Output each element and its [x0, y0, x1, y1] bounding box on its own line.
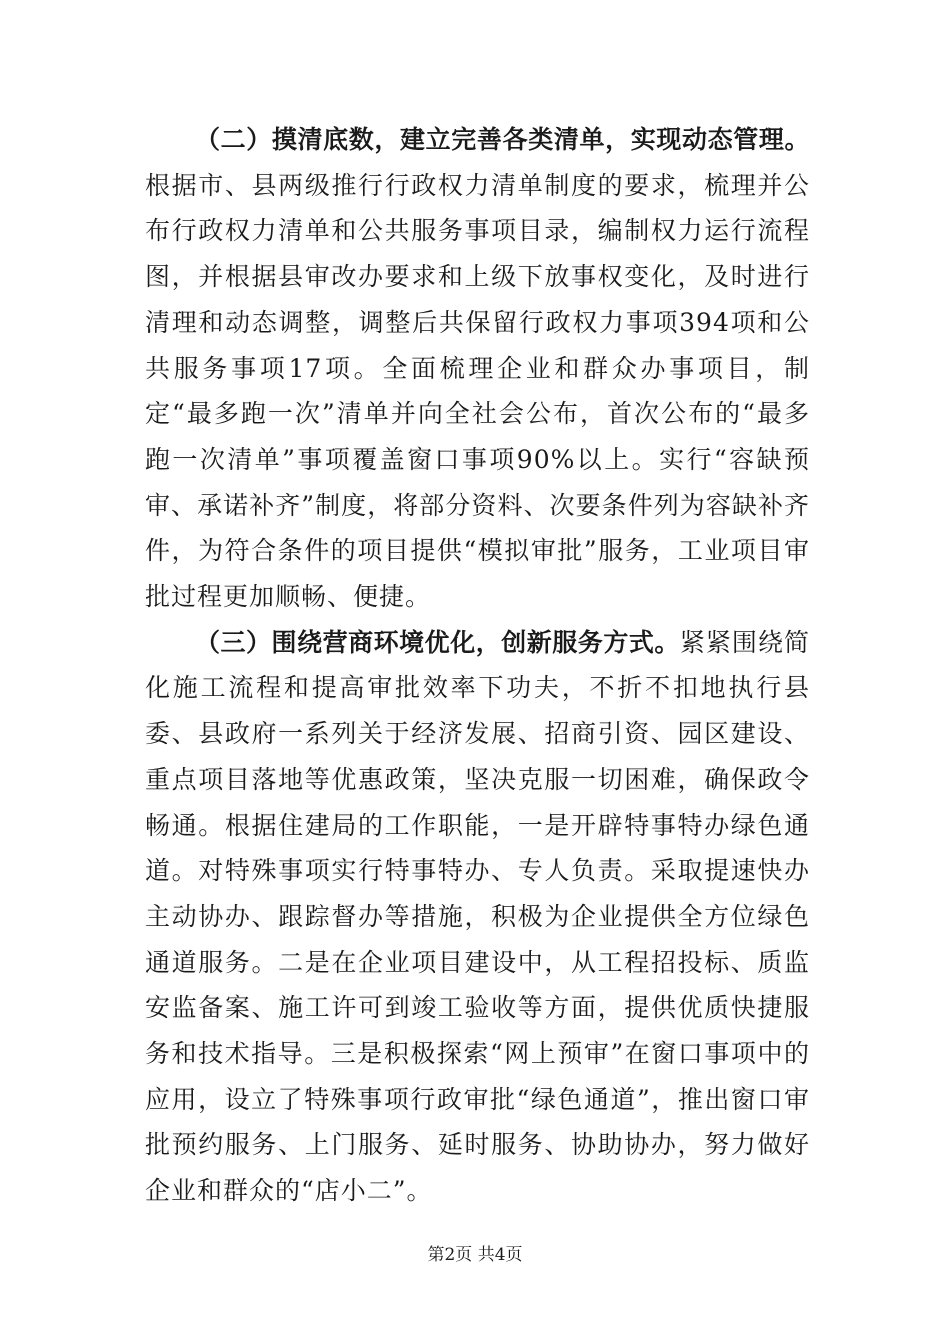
- section-heading-3: （三）围绕营商环境优化，创新服务方式。: [195, 627, 680, 657]
- page-number: 第2页 共4页: [427, 1245, 523, 1265]
- paragraph-text-2: 根据市、县两级推行行政权力清单制度的要求，梳理并公布行政权力清单和公共服务事项目录，编制权力运行流程图，并根据县审改办要求和上级下放事权变化，及时进行清理和动态调整，调整后共保留行政权力事项394项和公共服务事项17项。全面梳理企业和群众办事项目，制定“最多跑一次”清单并向全社会公布，首次公布的“最多跑一次清单”事项覆盖窗口事项90%以上。实行“容缺预审、承诺补齐”制度，将部分资料、次要条件列为容缺补齐件，为符合条件的项目提供“模拟审批”服务，工业项目审批过程更加顺畅、便捷。: [145, 170, 810, 612]
- section-heading-2: （二）摸清底数，建立完善各类清单，实现动态管理。: [195, 125, 810, 154]
- page-footer: [0, 1240, 950, 1265]
- document-body: [145, 117, 810, 1214]
- paragraph-section-2: [145, 117, 810, 620]
- paragraph-section-3: [145, 620, 810, 1214]
- paragraph-text-3: 紧紧围绕简化施工流程和提高审批效率下功夫，不折不扣地执行县委、县政府一系列关于经济发展、招商引资、园区建设、重点项目落地等优惠政策，坚决克服一切困难，确保政令畅通。根据住建局的工作职能，一是开辟特事特办绿色通道。对特殊事项实行特事特办、专人负责。采取提速快办主动协办、跟踪督办等措施，积极为企业提供全方位绿色通道服务。二是在企业项目建设中，从工程招投标、质监安监备案、施工许可到竣工验收等方面，提供优质快捷服务和技术指导。三是积极探索“网上预审”在窗口事项中的应用，设立了特殊事项行政审批“绿色通道”，推出窗口审批预约服务、上门服务、延时服务、协助协办，努力做好企业和群众的“店小二”。: [145, 627, 810, 1206]
